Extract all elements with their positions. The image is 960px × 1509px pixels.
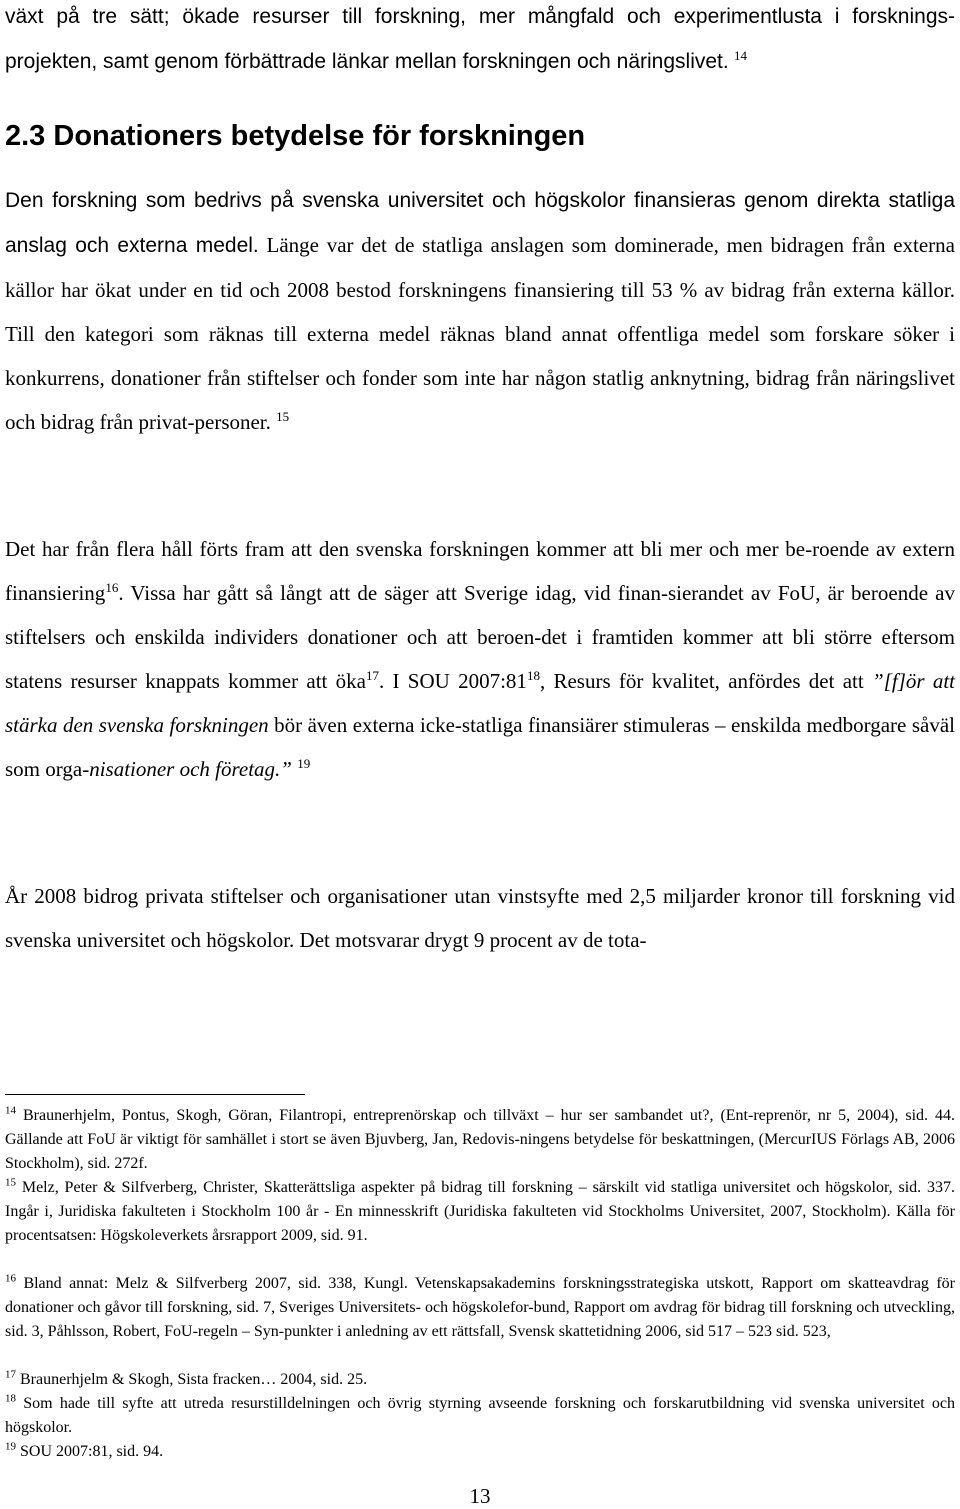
footnote-14: $^{14}$ Braunerhjelm, Pontus, Skogh, Göran, Filantropi, entreprenörskap och tillväxt – hur ser sambandet ut?, (Ent-reprenör, nr 5, 2004), sid. 44. Gällande att FoU är viktigt för samhället i stort se även Bjuvberg, Jan, Redovis-ningens betydelse för beskattningen, (MercurIUS Förlags AB, 2006 Stockholm), sid. 272f. bbox=[5, 1104, 955, 1172]
footnote-ref-17: 17 bbox=[365, 668, 379, 683]
footnote-15: $^{15}$ Melz, Peter & Silfverberg, Christer, Skatterättsliga aspekter på bidrag till forskning – särskilt vid statliga universitet och högskolor, sid. 337. Ingår i, Juridiska fakulteten i Stockholm 100 år - En minnesskrift (Juridiska fakulteten vid Stockholms Universitet, 2007, Stockholm). Källa för procentsatsen: Högskoleverkets årsrapport 2009, sid. 91. bbox=[5, 1176, 955, 1244]
footnote-separator bbox=[5, 1094, 305, 1095]
quote-text-end: nisationer och företag.” bbox=[89, 757, 292, 781]
footnote-ref-16: 16 bbox=[105, 580, 119, 595]
page-number: 13 bbox=[469, 1484, 491, 1508]
section-heading: 2.3 Donationers betydelse för forskningen bbox=[5, 120, 586, 152]
footnote-18: $^{18}$ Som hade till syfte att utreda resurstilldelningen och övrig styrning avseende forskning och forskarutbildning vid svenska universitet och högskolor. bbox=[5, 1392, 956, 1436]
footnote-19: $^{19}$ SOU 2007:81, sid. 94. bbox=[5, 1440, 164, 1460]
quote-text: ”[f]ör att stärka den svenska forskningen bbox=[5, 669, 955, 737]
paragraph-continuation: växt på tre sätt; ökade resurser till forskning, mer mångfald och experimentlusta i forsknings-projekten, samt genom förbättrade länkar mellan forskningen och näringslivet. $^{14}$ bbox=[5, 5, 955, 73]
paragraph-donations-2008: År 2008 bidrog privata stiftelser och organisationer utan vinstsyfte med 2,5 miljarder kronor till forskning vid svenska universitet och högskolor. Det motsvarar drygt 9 procent av de tota- bbox=[5, 884, 955, 952]
footnote-ref-19: 19 bbox=[297, 756, 311, 771]
paragraph-funding: Den forskning som bedrivs på svenska universitet och högskolor finansieras genom direkta statliga anslag och externa medel. Länge var det de statliga anslagen som dominerade, men bidragen från externa källor har ökat under en tid och 2008 bestod forskningens finansiering till 53 % av bidrag från externa källor. Till den kategori som räknas till externa medel räknas bland annat offentliga medel som forskare söker i konkurrens, donationer från stiftelser och fonder som inte har någon statlig anknytning, bidrag från näringslivet och bidrag från privat-personer. $^{15}$ bbox=[5, 189, 955, 434]
footnote-16: $^{16}$ Bland annat: Melz & Silfverberg 2007, sid. 338, Kungl. Vetenskapsakademins forskningsstrategiska utskott, Rapport om skatteavdrag för donationer och gåvor till forskning, sid. 7, Sveriges Universitets- och högskolefor-bund, Rapport om avdrag för bidrag till forskning och utveckling, sid. 3, Påhlsson, Robert, FoU-regeln – Syn-punkter i anledning av ett rättsfall, Svensk skattetidning 2006, sid 517 – 523 sid. 523, bbox=[5, 1272, 956, 1340]
footnote-ref-18: 18 bbox=[526, 668, 540, 683]
footnote-17: $^{17}$ Braunerhjelm & Skogh, Sista fracken… 2004, sid. 25. bbox=[5, 1368, 368, 1388]
footnote-ref-14: 14 bbox=[733, 48, 747, 63]
paragraph-external-funding: Det har från flera håll förts fram att den svenska forskningen kommer att bli mer och mer be-roende av extern finansiering$^{16}$. Vissa har gått så långt att de säger att Sverige idag, vid finan-sierandet av FoU, är beroende av stiftelsers och enskilda individers donationer och att beroen-det i framtiden kommer att bli större eftersom statens resurser knappats kommer att öka$^{17}$. I SOU $2007:81^{18}$, Resurs för kvalitet, anfördes det att ”[f]ör att stärka den svenska forskningen bör även externa icke-statliga finansiärer stimuleras – enskilda medborgare såväl som orga-nisationer och företag.” $^{19}$ bbox=[5, 537, 955, 781]
footnote-ref-15: 15 bbox=[276, 409, 290, 424]
